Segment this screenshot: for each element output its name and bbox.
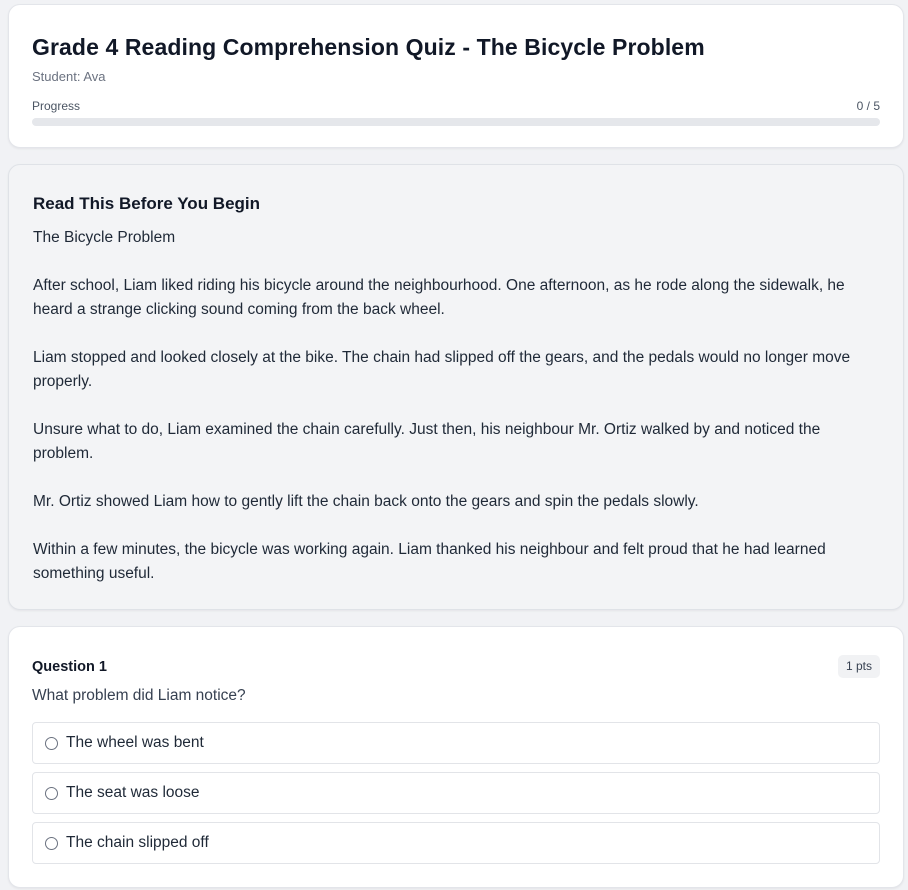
answer-option-label: The wheel was bent xyxy=(66,734,204,751)
radio-button[interactable] xyxy=(45,837,58,850)
question-card xyxy=(8,626,904,888)
passage-paragraph: Liam stopped and looked closely at the bike. The chain had slipped off the gears, and the pedals would no longer move properly. xyxy=(33,349,851,390)
question-header xyxy=(32,655,880,678)
points-badge: 1 pts xyxy=(838,655,880,678)
radio-button[interactable] xyxy=(45,787,58,800)
progress-label: Progress xyxy=(32,99,81,113)
answer-option[interactable] xyxy=(32,772,880,814)
reading-passage-card xyxy=(8,164,904,610)
progress-bar xyxy=(32,118,880,126)
answer-options xyxy=(32,722,880,864)
progress-row xyxy=(32,99,880,113)
progress-count: 0 / 5 xyxy=(856,99,880,113)
answer-option-label: The chain slipped off xyxy=(66,834,209,851)
student-name: Student: Ava xyxy=(32,69,106,84)
passage-heading: Read This Before You Begin xyxy=(33,194,261,213)
radio-button[interactable] xyxy=(45,737,58,750)
passage-paragraph: Mr. Ortiz showed Liam how to gently lift the chain back onto the gears and spin the pedals slowly. xyxy=(33,493,699,510)
question-number: Question 1 xyxy=(32,658,107,675)
passage-paragraph: After school, Liam liked riding his bicycle around the neighbourhood. One afternoon, as he rode along the sidewalk, he heard a strange clicking sound coming from the back wheel. xyxy=(33,277,845,318)
quiz-title: Grade 4 Reading Comprehension Quiz - The Bicycle Problem xyxy=(32,34,705,60)
passage-paragraph: Unsure what to do, Liam examined the chain carefully. Just then, his neighbour Mr. Ortiz walked by and noticed the problem. xyxy=(33,421,821,462)
quiz-header-card xyxy=(8,4,904,148)
answer-option[interactable] xyxy=(32,822,880,864)
question-prompt: What problem did Liam notice? xyxy=(32,687,246,704)
answer-option[interactable] xyxy=(32,722,880,764)
passage-paragraph: Within a few minutes, the bicycle was working again. Liam thanked his neighbour and felt proud that he had learned something useful. xyxy=(33,541,826,582)
answer-option-label: The seat was loose xyxy=(66,784,200,801)
passage-text xyxy=(33,226,879,586)
passage-title: The Bicycle Problem xyxy=(33,229,176,246)
